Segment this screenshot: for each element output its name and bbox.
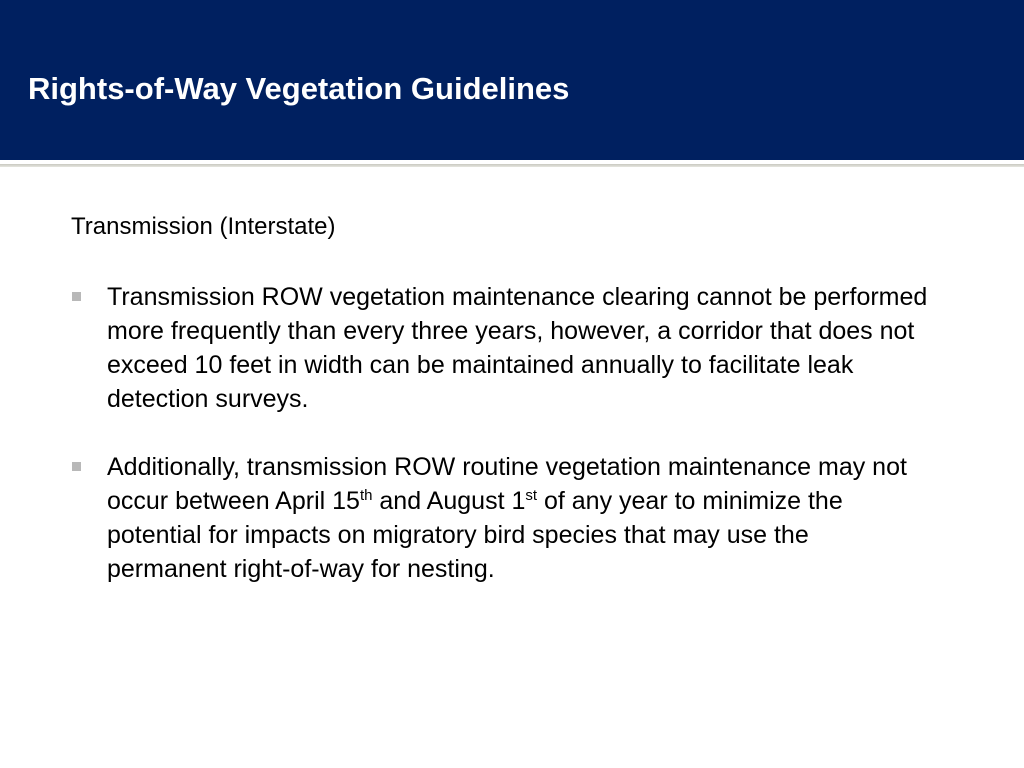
bullet-text-segment: of any year to minimize the potential for impacts on migratory bird species that may use the permanent right-of-way for nesting. (107, 487, 843, 583)
slide-title: Rights-of-Way Vegetation Guidelines (28, 71, 570, 106)
bullet-text (107, 450, 932, 586)
bullet-text-segment: Additionally, transmission ROW routine vegetation maintenance may not occur between April 15 (107, 453, 907, 515)
square-bullet-icon (72, 462, 81, 471)
bullet-text: Transmission ROW vegetation maintenance clearing cannot be performed more frequently than every three years, however, a corridor that does not exceed 10 feet in width can be maintained annually to facilitate leak detection surveys. (107, 283, 928, 413)
square-bullet-icon (72, 292, 81, 301)
section-heading: Transmission (Interstate) (71, 213, 336, 240)
ordinal-suffix: st (525, 487, 538, 504)
title-divider-shadow (0, 164, 1024, 167)
bullet-text-segment: and August 1 (372, 487, 526, 515)
ordinal-suffix: th (359, 487, 373, 504)
